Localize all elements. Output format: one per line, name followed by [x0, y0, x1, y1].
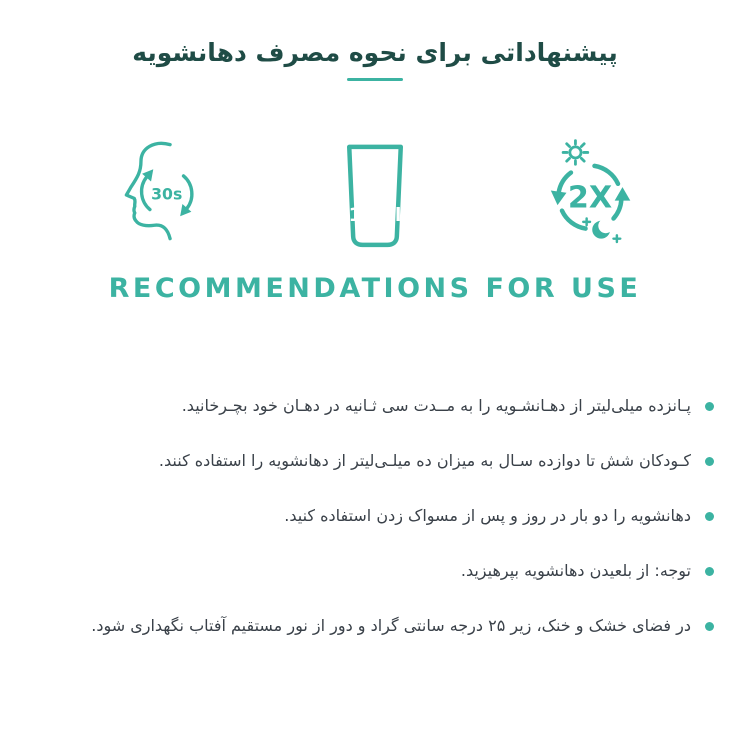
list-item — [40, 559, 714, 583]
icon-label-15ml: 15ml — [348, 203, 402, 226]
bullet-dot — [705, 402, 714, 411]
icons-row — [0, 139, 750, 251]
title-underline — [347, 78, 403, 81]
dose-15ml-icon — [319, 139, 431, 251]
icon-label-30s: 30s — [151, 184, 183, 204]
bullet-text: پـانزده میلی‌لیتر از دهـانشـویه را به مــدت سی ثـانیه در دهـان خود بچـرخانید. — [181, 396, 691, 415]
bullet-dot — [705, 567, 714, 576]
bullet-text: دهانشویه را دو بار در روز و پس از مسواک زدن استفاده کنید. — [284, 506, 691, 525]
bullet-text: کـودکان شش تا دوازده سـال به میزان ده میلـی‌لیتر از دهانشویه را استفاده کنند. — [158, 451, 691, 470]
list-item — [40, 504, 714, 528]
bullet-dot — [705, 622, 714, 631]
list-item — [40, 394, 714, 418]
subtitle-recommendations: RECOMMENDATIONS FOR USE — [108, 273, 642, 304]
bullet-dot — [705, 457, 714, 466]
header — [0, 0, 750, 81]
face-profile-30s-icon — [104, 139, 216, 251]
glass-15ml-icon — [319, 139, 431, 251]
bullet-text: توجه: از بلعیدن دهانشویه بپرهیزید. — [460, 561, 691, 580]
rinse-30s-icon — [104, 139, 216, 251]
list-item — [40, 614, 714, 638]
twice-daily-icon — [534, 139, 646, 251]
bullet-text: در فضای خشک و خنک، زیر ۲۵ درجه سانتی گراد و دور از نور مستقیم آفتاب نگهداری شود. — [91, 616, 691, 635]
icon-label-2x: 2X — [567, 180, 613, 216]
twice-daily-cycle-icon — [534, 139, 646, 251]
list-item — [40, 449, 714, 473]
page-title: پیشنهاداتی برای نحوه مصرف دهانشویه — [132, 38, 618, 67]
recommendations-list — [0, 394, 750, 638]
bullet-dot — [705, 512, 714, 521]
